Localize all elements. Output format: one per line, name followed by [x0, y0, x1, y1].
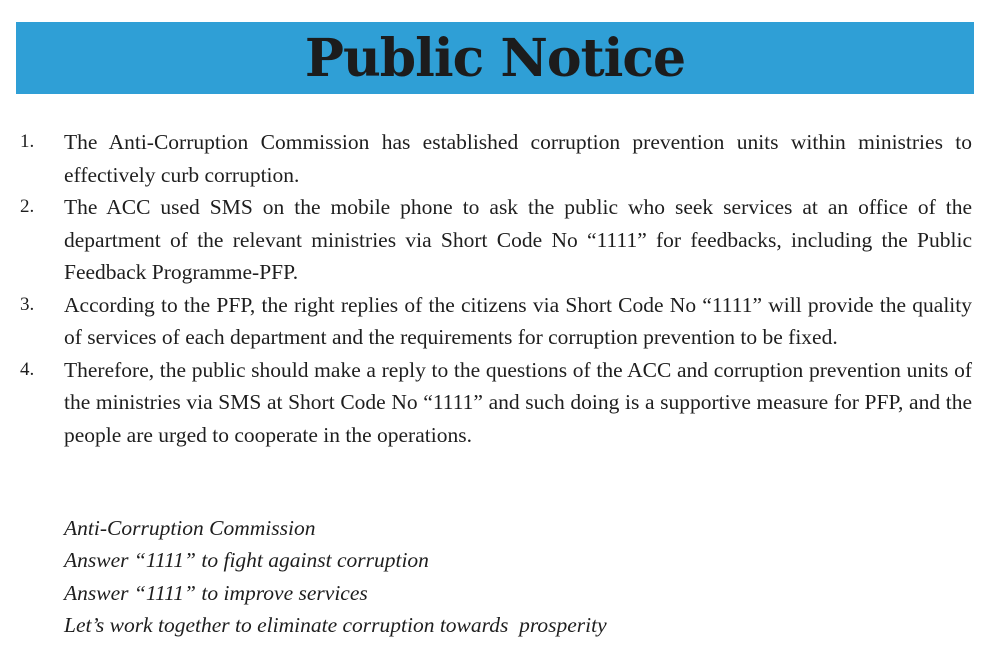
title-banner — [16, 22, 974, 94]
closing-signature: Anti-Corruption Commission — [64, 516, 316, 540]
notice-list — [0, 126, 980, 451]
item-number: 3. — [20, 293, 35, 315]
closing-slogan: Answer “1111” to fight against corruption — [64, 548, 429, 573]
closing-slogan: Let’s work together to eliminate corruption towards prosperity — [64, 612, 607, 637]
item-text: The Anti-Corruption Commission has established corruption prevention units within ministries to effectively curb corruption. — [64, 130, 972, 187]
page-title: Public Notice — [304, 28, 686, 89]
item-number: 1. — [20, 131, 35, 152]
item-number: 2. — [20, 196, 35, 217]
item-text: The ACC used SMS on the mobile phone to ask the public who seek services at an office of the department of the relevant ministries via Short Code No “1111” for feedbacks, including the Public Feedback Programme-PFP. — [64, 195, 972, 284]
closing-slogans — [64, 512, 607, 641]
list-item — [0, 191, 972, 289]
list-item — [0, 289, 972, 354]
item-number: 4. — [20, 358, 35, 380]
list-item — [0, 354, 972, 452]
item-text: Therefore, the public should make a reply to the questions of the ACC and corruption prevention units of the ministries via SMS at Short Code No “1111” and such doing is a supportive measure for PFP, and the people are urged to cooperate in the operations. — [64, 357, 972, 447]
list-item — [0, 126, 972, 191]
closing-slogan: Answer “1111” to improve services — [64, 580, 368, 605]
item-text: According to the PFP, the right replies of the citizens via Short Code No “1111” will provide the quality of services of each department and the requirements for corruption prevention to be fixed. — [64, 292, 972, 349]
